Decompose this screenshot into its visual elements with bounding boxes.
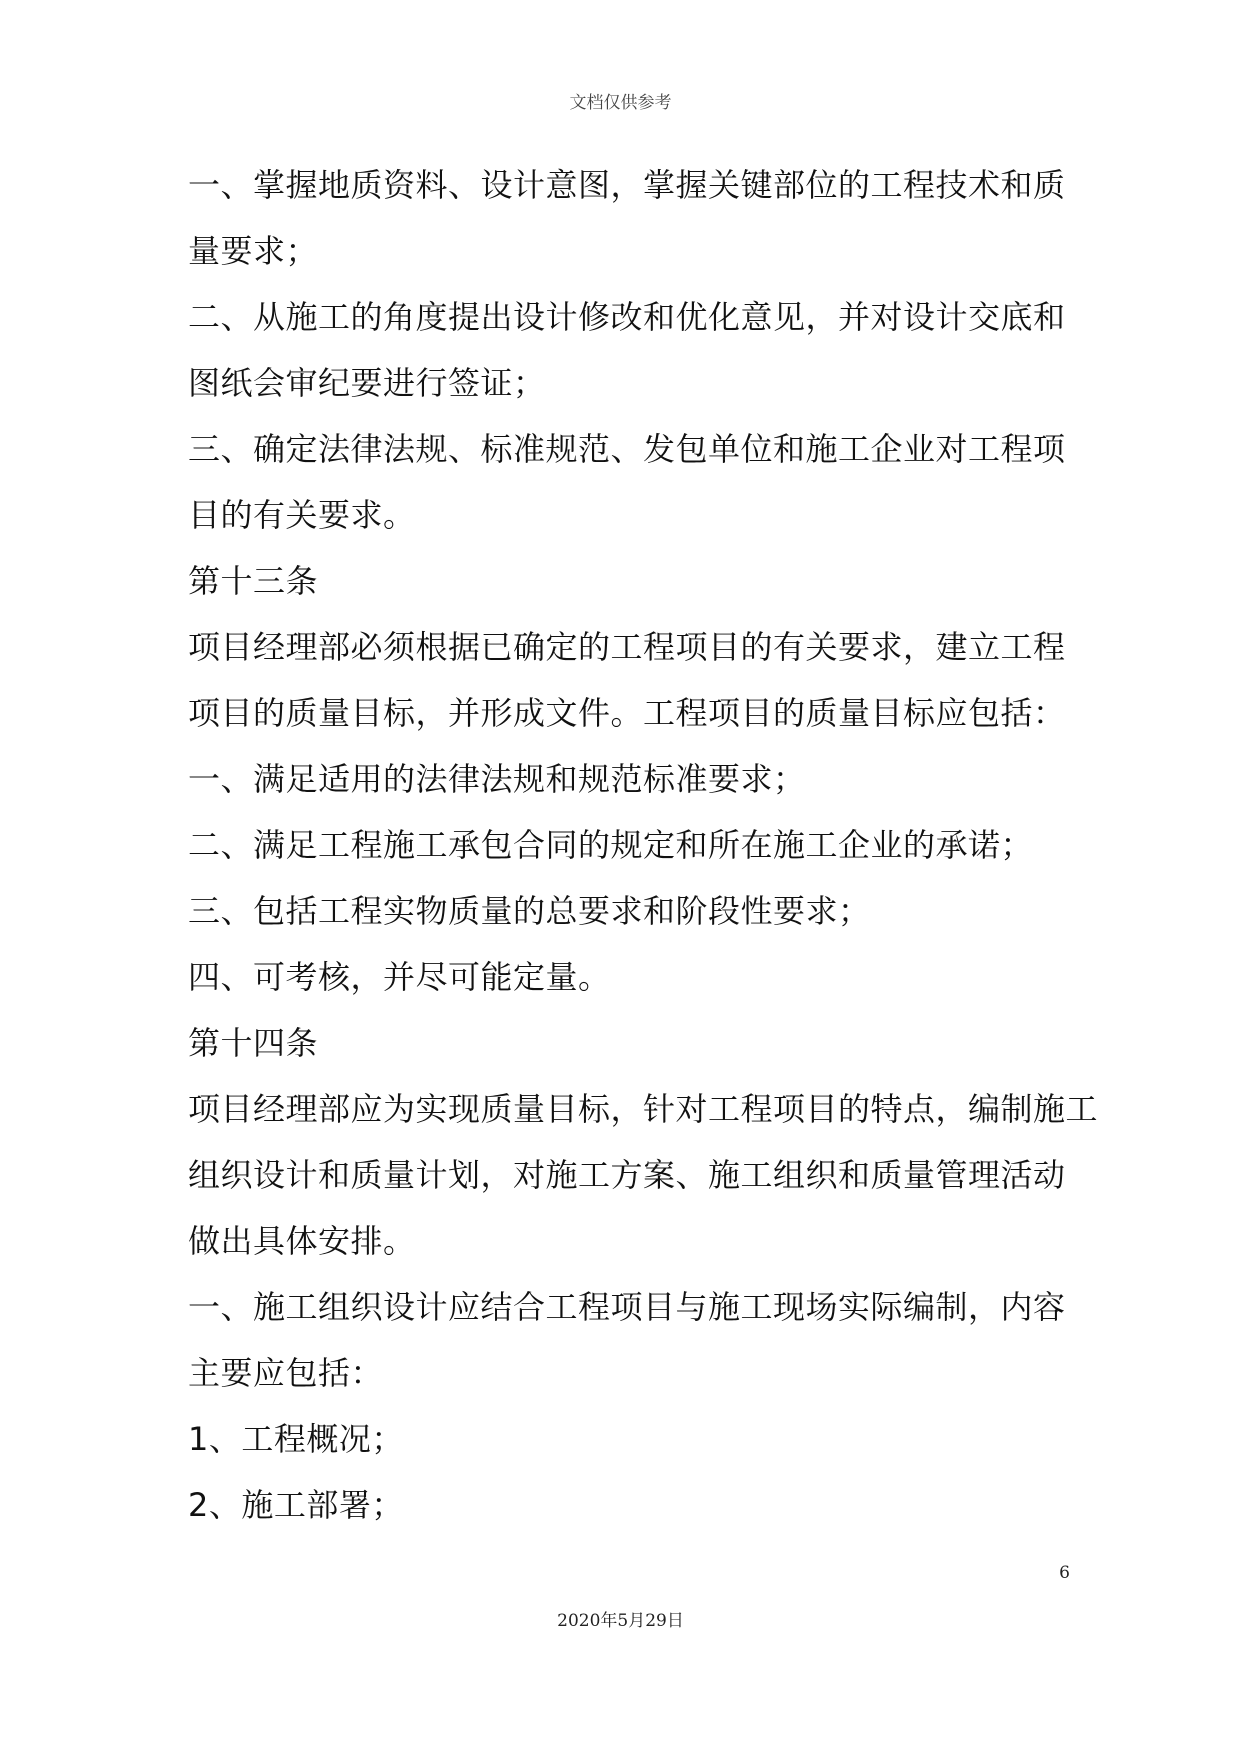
footer-date: 2020年5月29日 — [557, 1611, 684, 1631]
text-line: 二、从施工的角度提出设计修改和优化意见，并对设计交底和 — [188, 298, 1066, 336]
text-line: 图纸会审纪要进行签证； — [188, 364, 546, 402]
text-line: 四、可考核，并尽可能定量。 — [188, 958, 611, 996]
page-header: 文档仅供参考 — [569, 93, 672, 113]
text-line: 一、满足适用的法律法规和规范标准要求； — [188, 760, 806, 798]
text-line: 一、掌握地质资料、设计意图，掌握关键部位的工程技术和质 — [188, 166, 1066, 204]
text-line: 主要应包括： — [188, 1354, 384, 1392]
text-line: 做出具体安排。 — [188, 1222, 416, 1260]
text-line: 项目的质量目标，并形成文件。工程项目的质量目标应包括： — [188, 694, 1066, 732]
text-line: 2、施工部署； — [188, 1486, 404, 1524]
text-line: 项目经理部必须根据已确定的工程项目的有关要求，建立工程 — [188, 628, 1066, 666]
article-heading: 第十四条 — [188, 1024, 319, 1062]
page-number: 6 — [1059, 1563, 1070, 1583]
text-line: 项目经理部应为实现质量目标，针对工程项目的特点，编制施工 — [188, 1090, 1099, 1128]
text-line: 三、包括工程实物质量的总要求和阶段性要求； — [188, 892, 871, 930]
text-line: 1、工程概况； — [188, 1420, 404, 1458]
text-line: 量要求； — [188, 232, 319, 270]
article-heading: 第十三条 — [188, 562, 319, 600]
text-line: 目的有关要求。 — [188, 496, 416, 534]
document-body — [188, 152, 1099, 1538]
text-line: 二、满足工程施工承包合同的规定和所在施工企业的承诺； — [188, 826, 1034, 864]
text-line: 三、确定法律法规、标准规范、发包单位和施工企业对工程项 — [188, 430, 1066, 468]
text-line: 一、施工组织设计应结合工程项目与施工现场实际编制，内容 — [188, 1288, 1066, 1326]
text-line: 组织设计和质量计划，对施工方案、施工组织和质量管理活动 — [188, 1156, 1066, 1194]
